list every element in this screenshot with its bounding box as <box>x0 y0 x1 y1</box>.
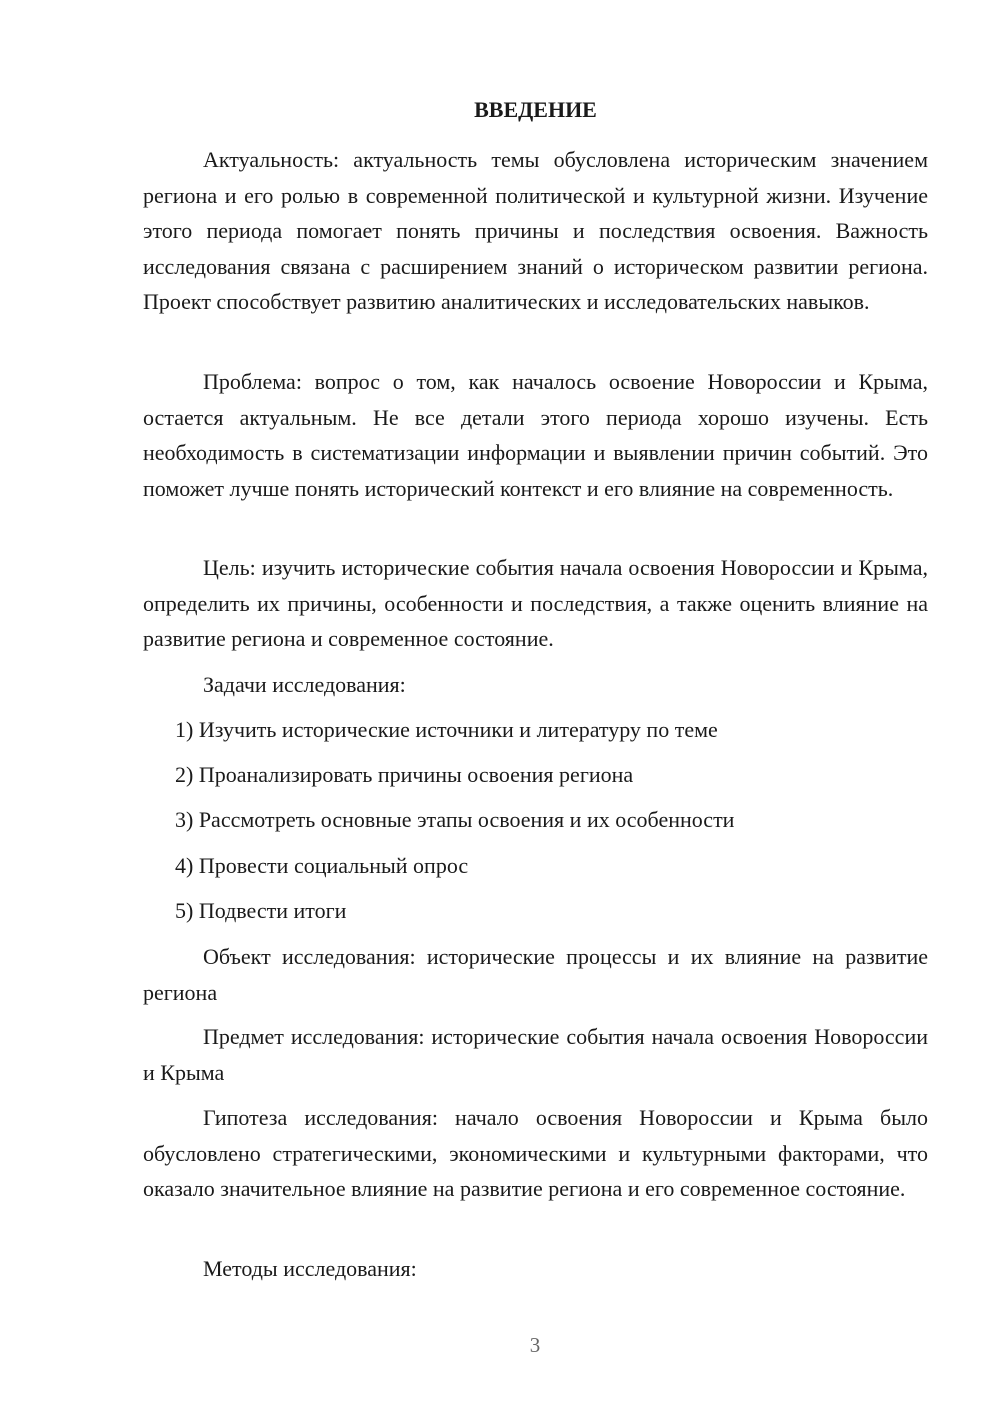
subject-paragraph: Предмет исследования: исторические события начала освоения Новороссии и Крыма <box>143 1024 928 1085</box>
task-item-2: 2) Проанализировать причины освоения региона <box>175 762 634 787</box>
goal-paragraph: Цель: изучить исторические события начала освоения Новороссии и Крыма, определить их причины, особенности и последствия, а также оценить влияние на развитие региона и современное состояние. <box>143 555 928 651</box>
hypothesis-paragraph: Гипотеза исследования: начало освоения Новороссии и Крыма было обусловлено стратегическими, экономическими и культурными факторами, что оказало значительное влияние на развитие региона и его современное состояние. <box>143 1105 928 1201</box>
task-item-4: 4) Провести социальный опрос <box>175 853 469 878</box>
methods-heading: Методы исследования: <box>203 1256 417 1281</box>
page-number: 3 <box>529 1333 541 1357</box>
relevance-paragraph: Актуальность: актуальность темы обусловлена историческим значением региона и его ролью в современной политической и культурной жизни. Изучение этого периода помогает понять причины и последствия освоения. Важность исследования связана с расширением знаний о историческом развитии региона. Проект способствует развитию аналитических и исследовательских навыков. <box>143 147 928 314</box>
task-item-1: 1) Изучить исторические источники и литературу по теме <box>175 717 718 742</box>
problem-paragraph: Проблема: вопрос о том, как началось освоение Новороссии и Крыма, остается актуальным. Не все детали этого периода хорошо изучены. Есть необходимость в систематизации информации и выявлении причин событий. Это поможет лучше понять исторический контекст и его влияние на современность. <box>143 369 928 501</box>
object-paragraph: Объект исследования: исторические процессы и их влияние на развитие региона <box>143 944 928 1005</box>
task-item-5: 5) Подвести итоги <box>175 898 347 923</box>
page-title: ВВЕДЕНИЕ <box>474 97 597 122</box>
task-item-3: 3) Рассмотреть основные этапы освоения и их особенности <box>175 807 735 832</box>
tasks-heading: Задачи исследования: <box>203 672 406 697</box>
